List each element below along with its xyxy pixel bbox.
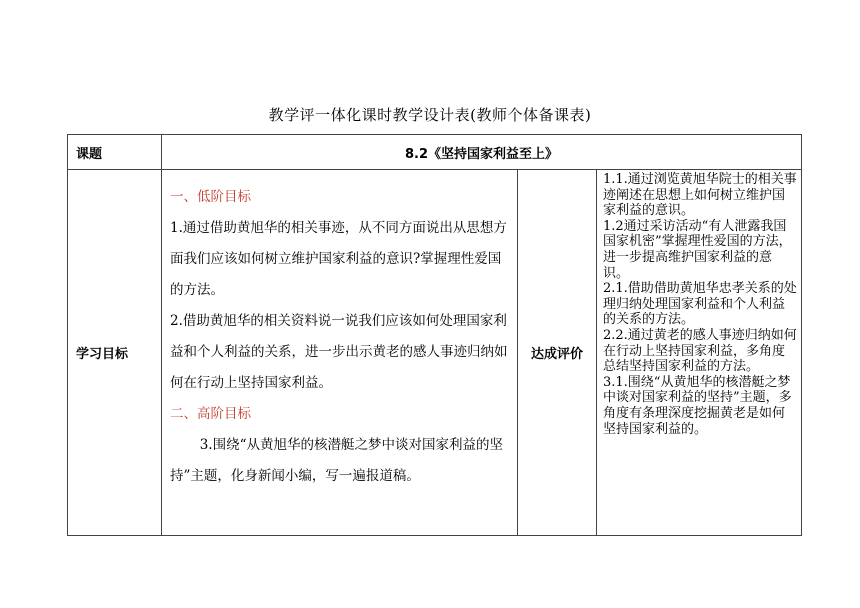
- lesson-design-table: [67, 134, 802, 536]
- goals-cell: [162, 170, 518, 536]
- eval-item: 1.1.通过浏览黄旭华院士的相关事迹阐述在思想上如何树立维护国家利益的意识。: [603, 172, 797, 219]
- eval-item: 1.2通过采访活动“有人泄露我国国家机密”掌握理性爱国的方法，进一步提高维护国家利益的意识。: [603, 218, 792, 281]
- topic-label: 课题: [76, 146, 103, 162]
- header-row: [68, 135, 802, 170]
- goal-item-1: 1.通过借助黄旭华的相关事迹，从不同方面说出从思想方面我们应该如何树立维护国家利益的意识?掌握理性爱国的方法。: [170, 220, 507, 298]
- goal-item-2: 2.借助黄旭华的相关资料说一说我们应该如何处理国家利益和个人利益的关系，进一步出示黄老的感人事迹归纳如何在行动上坚持国家利益。: [170, 313, 508, 391]
- eval-label-cell: [518, 170, 597, 536]
- eval-item: 2.1.借助借助黄旭华忠孝关系的处理归纳处理国家利益和个人利益的关系的方法。: [603, 281, 797, 328]
- eval-cell: [597, 170, 802, 536]
- eval-label: 达成评价: [530, 347, 583, 362]
- goals-row: [68, 170, 802, 536]
- topic-label-cell: [68, 135, 162, 170]
- page-title: 教学评一体化课时教学设计表(教师个体备课表): [268, 106, 592, 124]
- topic-title: 8.2《坚持国家利益至上》: [404, 146, 559, 162]
- goals-label: 学习目标: [76, 347, 129, 362]
- eval-item: 2.2.通过黄老的感人事迹归纳如何在行动上坚持国家利益，多角度总结坚持国家利益的方法。: [603, 327, 797, 375]
- topic-cell: [162, 135, 802, 170]
- high-goals-heading: 二、高阶目标: [170, 406, 251, 422]
- goal-item-3: 3.围绕“从黄旭华的核潜艇之梦中谈对国家利益的坚持”主题，化身新闻小编，写一遍报道稿。: [170, 437, 503, 484]
- eval-item: 3.1.围绕“从黄旭华的核潜艇之梦中谈对国家利益的坚持”主题，多角度有条理深度挖掘黄老是如何坚持国家利益的。: [603, 374, 792, 437]
- goals-label-cell: [68, 170, 162, 536]
- low-goals-heading: 一、低阶目标: [170, 189, 251, 205]
